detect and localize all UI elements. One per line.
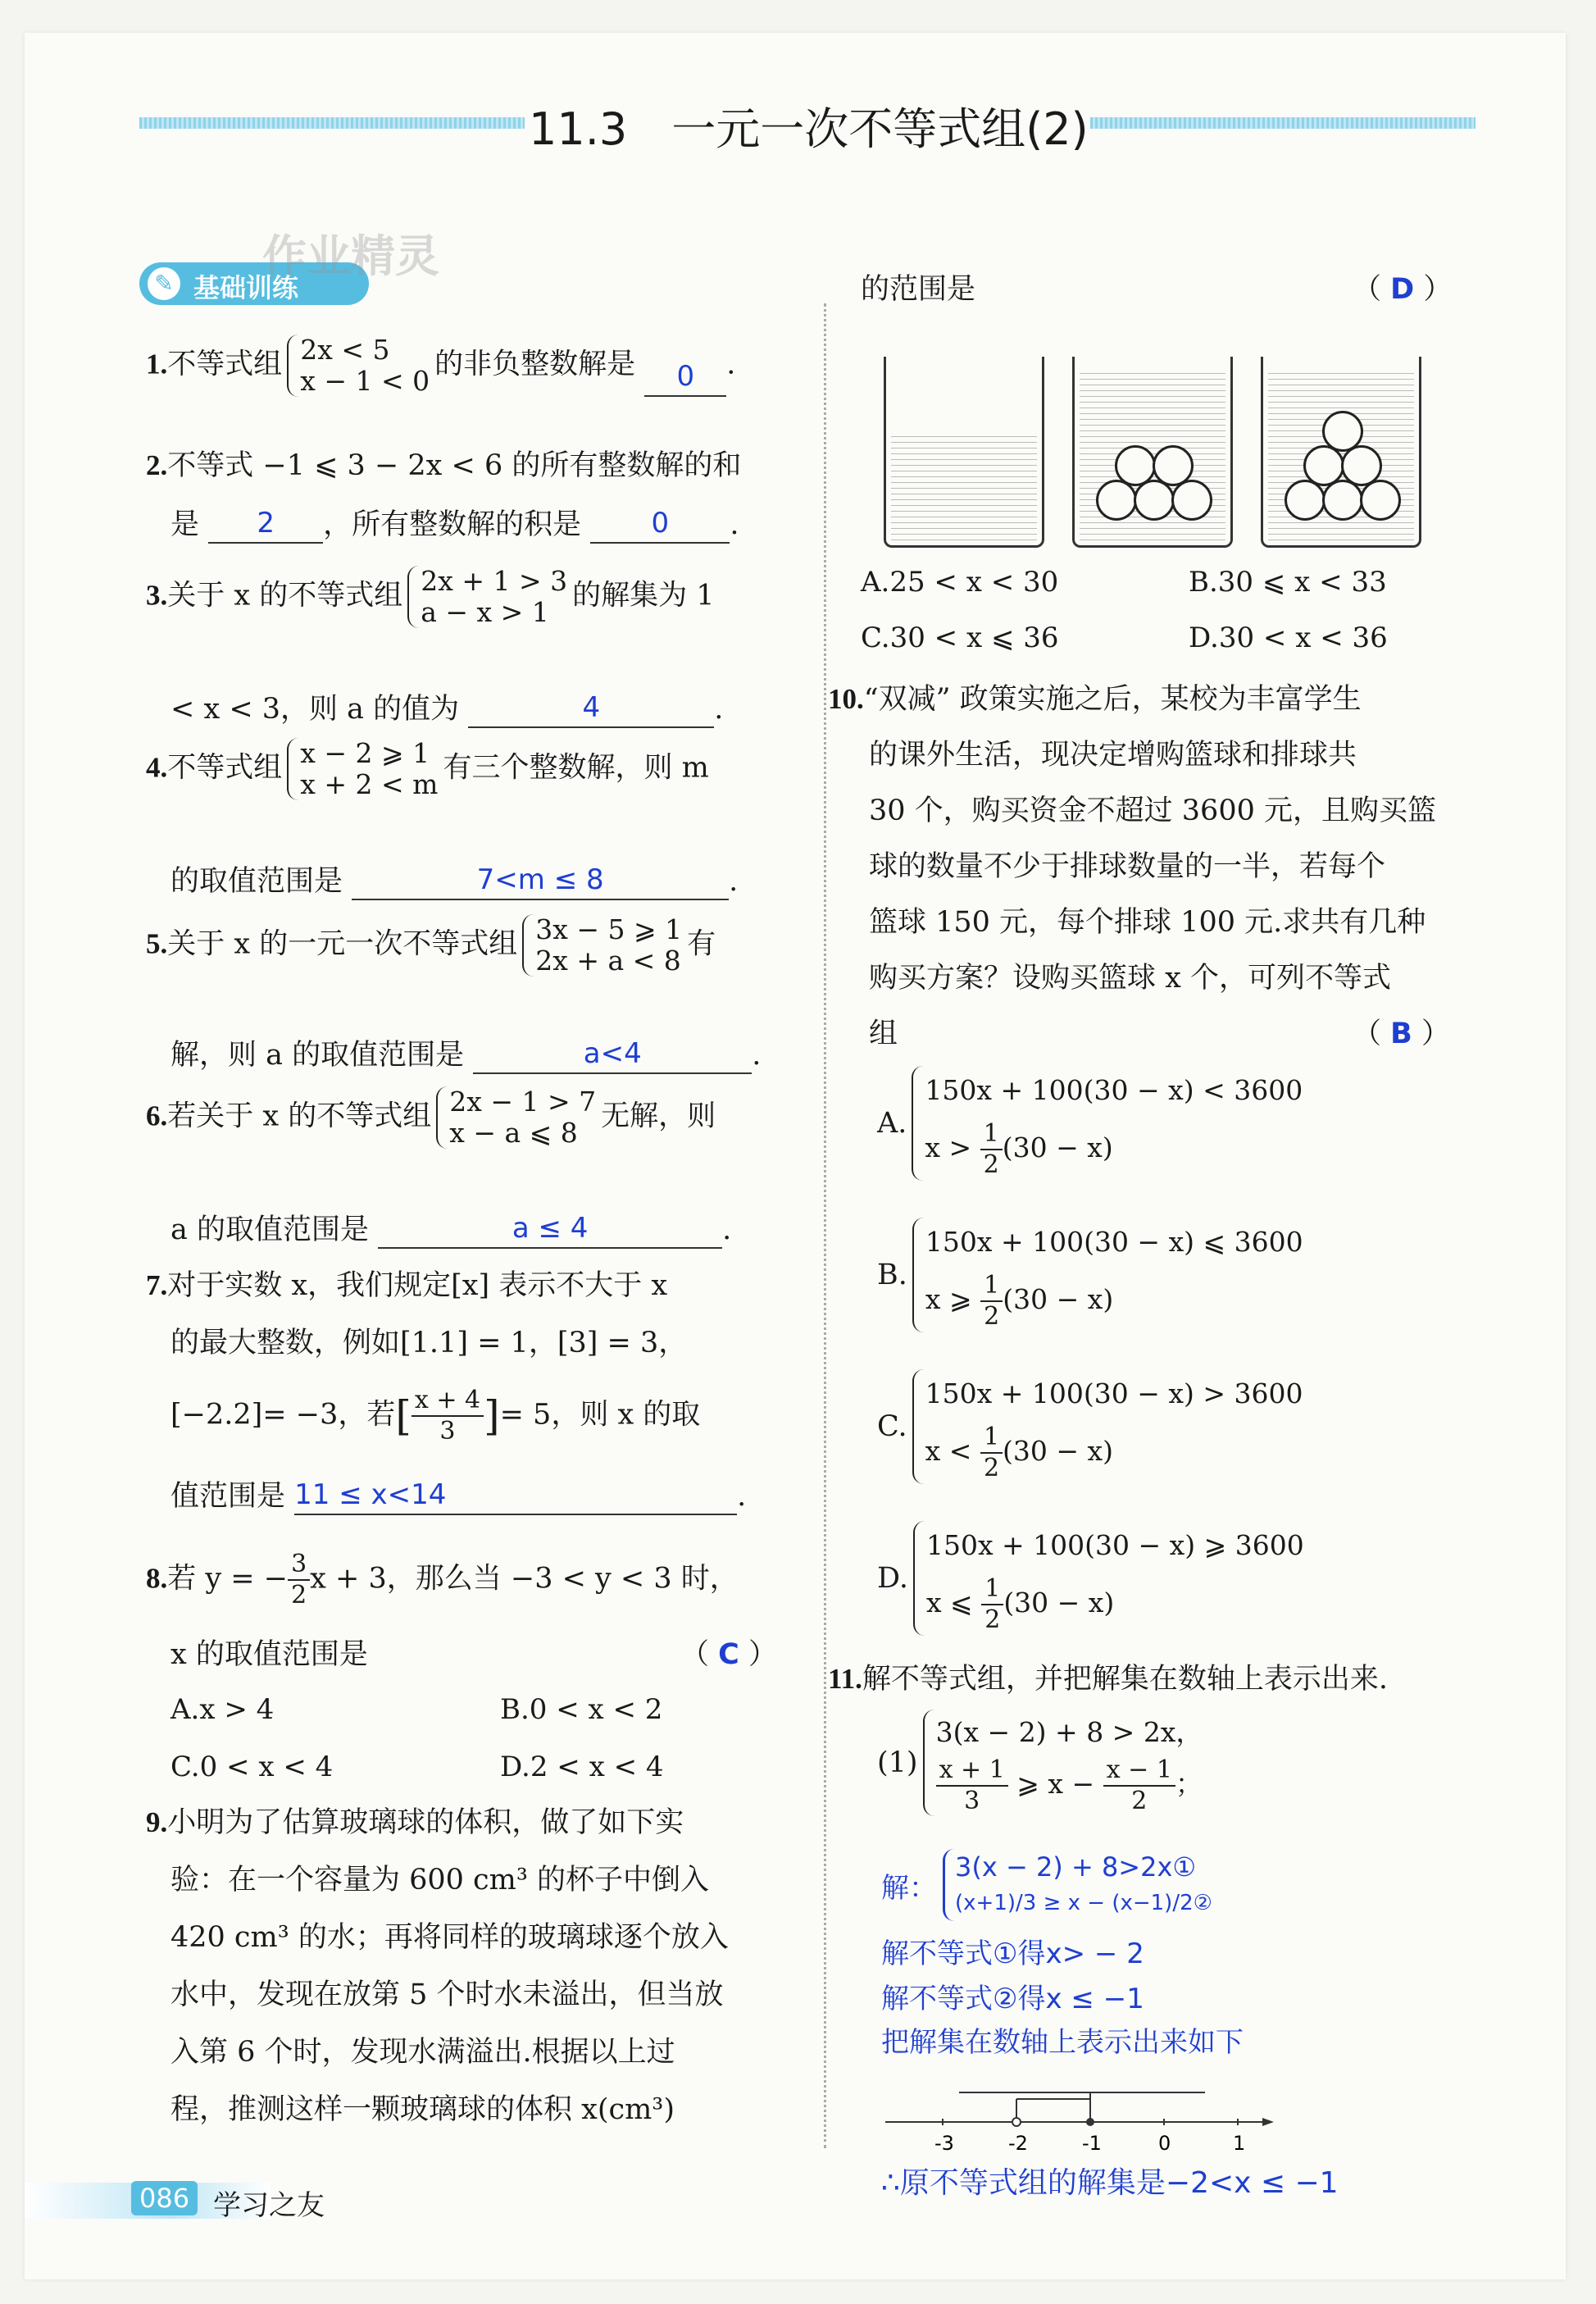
solution-system: 3(x − 2) + 8>2x① (x+1)/3 ≥ x − (x−1)/2② — [943, 1849, 1212, 1921]
book-title: 学习之友 — [213, 2189, 325, 2222]
answer-q9: （ D ） — [1353, 273, 1453, 306]
question-9-line: 验：在一个容量为 600 cm³ 的杯子中倒入 — [171, 1864, 710, 1896]
solution-step-3: 把解集在数轴上表示出来如下 — [881, 2026, 1244, 2059]
q10-option-a: A. 150x + 100(30 − x) < 3600 x > $\frac{1}{2}$ (30 − x) — [877, 1066, 1307, 1181]
question-8: 8.若 y = − $\frac{3}{2}$ x + 3，那么当 −3 < y < 3 时， — [146, 1550, 739, 1610]
answer-q3: 4 — [468, 689, 714, 728]
axis-label: 0 — [1158, 2132, 1171, 2155]
question-3-line2: < x < 3，则 a 的值为 4 . — [171, 689, 723, 728]
axis-label: -3 — [934, 2132, 954, 2155]
q10-option-d: D. 150x + 100(30 − x) ⩾ 3600 x ⩽ $\frac{1}{2}$ (30 − x) — [877, 1521, 1309, 1636]
q9-option-d: D.30 < x < 36 — [1189, 622, 1388, 654]
answer-q6: a ≤ 4 — [378, 1209, 722, 1249]
beaker-1 — [884, 357, 1044, 548]
question-9: 9.小明为了估算玻璃球的体积，做了如下实 — [146, 1806, 684, 1839]
question-1: 1.不等式组 2x < 5 x − 1 < 0 的非负整数解是 0 . — [146, 334, 736, 397]
question-10-line: 组 — [869, 1018, 898, 1050]
question-5-line2: 解，则 a 的取值范围是 a<4 . — [171, 1035, 761, 1074]
q9-continued: 的范围是 — [861, 273, 976, 306]
question-9-line: 水中，发现在放第 5 个时水未溢出，但当放 — [171, 1978, 724, 2011]
q10-option-b: B. 150x + 100(30 − x) ⩽ 3600 x ⩾ $\frac{1}{2}$ (30 − x) — [877, 1218, 1308, 1332]
axis-label: 1 — [1233, 2132, 1246, 2155]
solution-label: 解： — [881, 1872, 937, 1905]
column-divider — [824, 303, 826, 2148]
header-bar-left — [139, 117, 525, 129]
question-4: 4.不等式组 x − 2 ⩾ 1 x + 2 < m 有三个整数解，则 m — [146, 737, 709, 800]
answer-q2-sum: 2 — [208, 504, 323, 544]
question-9-line: 程，推测这样一颗玻璃球的体积 x(cm³) — [171, 2093, 675, 2126]
question-2-line2: 是 2 ，所有整数解的积是 0 . — [171, 504, 739, 544]
answer-q1: 0 — [644, 357, 726, 397]
beaker-2 — [1072, 357, 1233, 548]
question-2: 2.不等式 −1 ⩽ 3 − 2x < 6 的所有整数解的和 — [146, 449, 742, 482]
question-7-line3: [−2.2]= −3，若[ $\frac{x + 4}{3}$ ]= 5，则 x 的取 — [171, 1386, 701, 1446]
q10-option-c: C. 150x + 100(30 − x) > 3600 x < $\frac{1}{2}$ (30 − x) — [877, 1369, 1307, 1484]
q9-option-c: C.30 < x ⩽ 36 — [861, 622, 1059, 654]
page — [25, 33, 1566, 2279]
question-6-line2: a 的取值范围是 a ≤ 4 . — [171, 1209, 731, 1249]
question-8-line2: x 的取值范围是 — [171, 1638, 368, 1671]
number-line — [877, 2083, 1287, 2156]
question-7-line4: 值范围是 11 ≤ x<14 . — [171, 1476, 746, 1515]
question-10-line: 球的数量不少于排球数量的一半，若每个 — [869, 850, 1386, 883]
question-9-line: 420 cm³ 的水；再将同样的玻璃球逐个放入 — [171, 1921, 729, 1954]
question-9-line: 入第 6 个时，发现水满溢出.根据以上过 — [171, 2036, 675, 2069]
q8-option-c: C.0 < x < 4 — [171, 1751, 334, 1783]
q9-option-a: A.25 < x < 30 — [861, 566, 1059, 599]
question-10: 10.“双减” 政策实施之后，某校为丰富学生 — [828, 683, 1362, 716]
answer-q10: （ B ） — [1353, 1018, 1450, 1050]
answer-q8: （ C ） — [680, 1638, 777, 1671]
question-11: 11.解不等式组，并把解集在数轴上表示出来. — [828, 1663, 1388, 1696]
watermark: 作业精灵 — [262, 230, 439, 282]
beaker-3 — [1261, 357, 1421, 548]
question-5: 5.关于 x 的一元一次不等式组 3x − 5 ⩾ 1 2x + a < 8 有 — [146, 913, 716, 977]
question-3: 3.关于 x 的不等式组 2x + 1 > 3 a − x > 1 的解集为 1 — [146, 565, 715, 628]
section-icon: ✎ — [148, 267, 180, 300]
question-7-line2: 的最大整数，例如[1.1] = 1，[3] = 3， — [171, 1327, 688, 1359]
question-11-system: (1) 3(x − 2) + 8 > 2x， $\frac{x + 1}{3}$ ⩾ x − $\frac{x - 1}{2}$ ； — [877, 1710, 1207, 1816]
question-10-line: 30 个，购买资金不超过 3600 元，且购买篮 — [869, 795, 1436, 827]
q9-option-b: B.30 ⩽ x < 33 — [1189, 566, 1387, 599]
question-10-line: 购买方案？设购买篮球 x 个，可列不等式 — [869, 962, 1391, 995]
axis-label: -2 — [1008, 2132, 1028, 2155]
solution-step-2: 解不等式②得x ≤ −1 — [881, 1983, 1144, 2015]
section-label: 基础训练 — [193, 272, 299, 303]
question-6: 6.若关于 x 的不等式组 2x − 1 > 7 x − a ⩽ 8 无解，则 — [146, 1086, 716, 1149]
answer-q5: a<4 — [473, 1035, 752, 1074]
page-number: 086 — [131, 2181, 198, 2215]
question-7: 7.对于实数 x，我们规定[x] 表示不大于 x — [146, 1269, 668, 1302]
solution-step-1: 解不等式①得x> − 2 — [881, 1937, 1144, 1970]
answer-q4: 7<m ≤ 8 — [352, 861, 729, 900]
q8-option-a: A.x > 4 — [171, 1693, 275, 1726]
q8-option-d: D.2 < x < 4 — [500, 1751, 664, 1783]
page-title: 11.3 一元一次不等式组(2) — [529, 103, 1089, 155]
system-brace: 2x < 5 x − 1 < 0 — [287, 335, 430, 397]
question-10-line: 篮球 150 元，每个排球 100 元.求共有几种 — [869, 906, 1426, 939]
answer-q2-product: 0 — [590, 504, 730, 544]
axis-label: -1 — [1082, 2132, 1102, 2155]
solution-conclusion: ∴原不等式组的解集是−2<x ≤ −1 — [881, 2166, 1339, 2200]
question-4-line2: 的取值范围是 7<m ≤ 8 . — [171, 861, 738, 900]
question-10-line: 的课外生活，现决定增购篮球和排球共 — [869, 739, 1357, 772]
header-bar-right — [1090, 117, 1476, 129]
q8-option-b: B.0 < x < 2 — [500, 1693, 663, 1726]
answer-q7: 11 ≤ x<14 — [294, 1476, 737, 1515]
